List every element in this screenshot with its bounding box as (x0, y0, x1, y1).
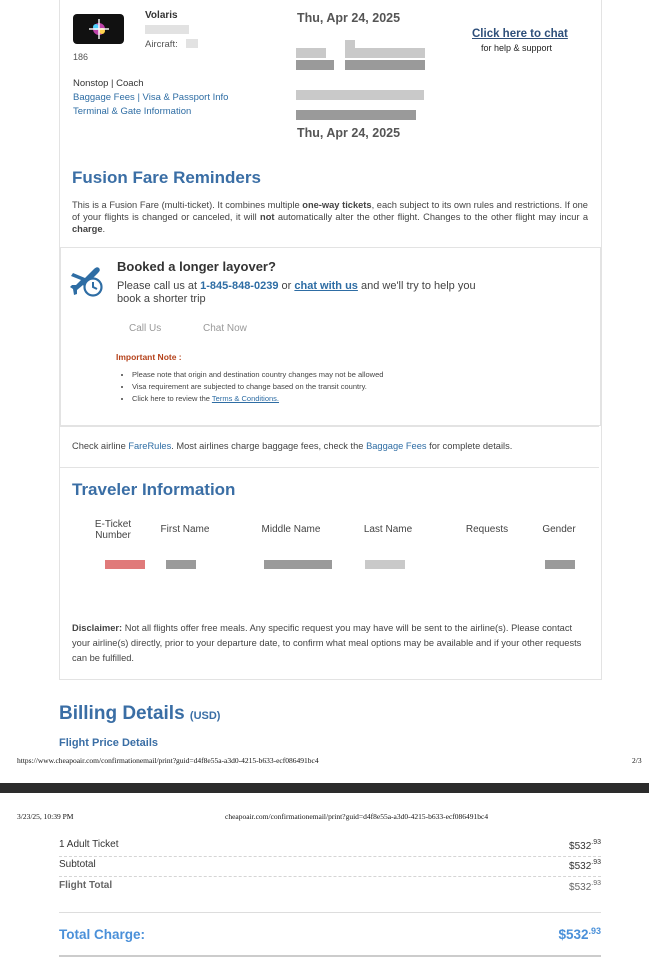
price-row: Flight Total $\$532^{.93}$ (59, 880, 601, 893)
redacted (545, 560, 575, 569)
col-last-name: Last Name (363, 524, 413, 535)
cabin-info: Nonstop | Coach (73, 78, 144, 89)
layover-title: Booked a longer layover? (117, 259, 276, 274)
billing-currency: (USD) (189, 710, 221, 722)
note-item: • Visa requirement are subjected to change based on the transit country. (132, 382, 383, 391)
redacted (186, 39, 198, 48)
note-item: • Please note that origin and destination country changes may not be allowed (132, 370, 383, 379)
redacted (166, 560, 196, 569)
col-first-name: First Name (160, 524, 210, 535)
print-url: https://www.cheapoair.com/confirmationemail/print?guid=d4f8e55a-a3d0-4215-b633-ecf086491bc4 (17, 756, 319, 765)
redacted (345, 48, 425, 58)
terms-link[interactable]: Terms & Conditions. (211, 394, 280, 403)
chat-with-us-link[interactable]: chat with us (294, 280, 358, 292)
depart-date: Thu, Apr 24, 2025 (297, 11, 401, 25)
print-datetime: 3/23/25, 10:39 PM (17, 812, 74, 821)
col-middle-name: Middle Name (261, 524, 321, 535)
redacted (296, 48, 326, 58)
redacted (296, 60, 334, 70)
airline-name: Volaris (145, 10, 178, 21)
aircraft-label: Aircraft: (145, 39, 178, 50)
redacted (264, 560, 332, 569)
price-row: Subtotal $\$532^{.93}$ (59, 856, 601, 877)
layover-text: Please call us at 1-845-848-0239 or chat with us and we'll try to help you book a shorter trip (117, 280, 476, 305)
flight-price-details: Flight Price Details (59, 737, 159, 749)
fusion-text: This is a Fusion Fare (multi-ticket). It combines multiple one-way tickets, each subject to its own rules and restrictions. If one of your flights is changed or canceled, it will not automatically alter the other flight. Changes to the other flight may incur a charge. (72, 200, 588, 234)
redacted (296, 110, 416, 120)
total-divider (59, 912, 601, 913)
col-eticket: E-Ticket Number (94, 519, 132, 541)
note-item: • Click here to review the Terms & Conditions. (132, 394, 383, 403)
chat-sub: for help & support (481, 43, 553, 53)
redacted (345, 60, 425, 70)
baggage-fees-link-2[interactable]: Baggage Fees (366, 441, 427, 451)
call-us-button[interactable]: Call Us (129, 323, 162, 334)
page-break (0, 783, 649, 793)
chat-now-button[interactable]: Chat Now (203, 323, 247, 334)
print-short-url: cheapoair.com/confirmationemail/print?guid=d4f8e55a-a3d0-4215-b633-ecf086491bc4 (225, 812, 489, 821)
airline-logo-icon (73, 14, 124, 44)
chat-link[interactable]: Click here to chat (472, 28, 568, 40)
total-charge-label: Total Charge: (59, 927, 146, 942)
price-row: 1 Adult Ticket $\$532^{.93}$ (59, 836, 601, 857)
visa-passport-link[interactable]: Visa & Passport Info (142, 92, 229, 103)
flight-links (73, 92, 228, 103)
redacted (365, 560, 405, 569)
arrive-date: Thu, Apr 24, 2025 (297, 126, 401, 140)
total-charge-amount: $\$532^{.93}$ (558, 926, 601, 942)
link-separator: | (137, 92, 140, 103)
redacted (145, 25, 189, 34)
airline-logo (73, 14, 124, 44)
bottom-divider (59, 955, 601, 957)
terminal-gate-link[interactable]: Terminal & Gate Information (73, 106, 192, 117)
print-page: 2/3 (632, 756, 642, 765)
billing-title: Billing Details (USD) (59, 703, 221, 724)
important-note-title: Important Note : (116, 352, 182, 362)
baggage-fees-link[interactable]: Baggage Fees (73, 92, 135, 103)
redacted (105, 560, 145, 569)
redacted (296, 90, 424, 100)
disclaimer: Disclaimer: Not all flights offer free meals. Any specific request you may have will be sent to the airline(s). Please contact your airline(s) directly, prior to your departure date, to confirm what meal options may be available and if your other requests can be fulfilled. (72, 623, 582, 663)
fusion-title: Fusion Fare Reminders (72, 168, 261, 187)
plane-clock-icon (70, 263, 104, 297)
flight-number: 186 (73, 52, 89, 62)
important-notes (117, 367, 383, 406)
phone-link[interactable]: 1-845-848-0239 (200, 280, 279, 292)
traveler-title: Traveler Information (72, 480, 236, 499)
farerules-text: Check airline FareRules. Most airlines charge baggage fees, check the Baggage Fees for complete details. (72, 441, 513, 451)
col-gender: Gender (542, 524, 576, 535)
col-requests: Requests (465, 524, 509, 535)
farerules-link[interactable]: FareRules (128, 441, 172, 451)
